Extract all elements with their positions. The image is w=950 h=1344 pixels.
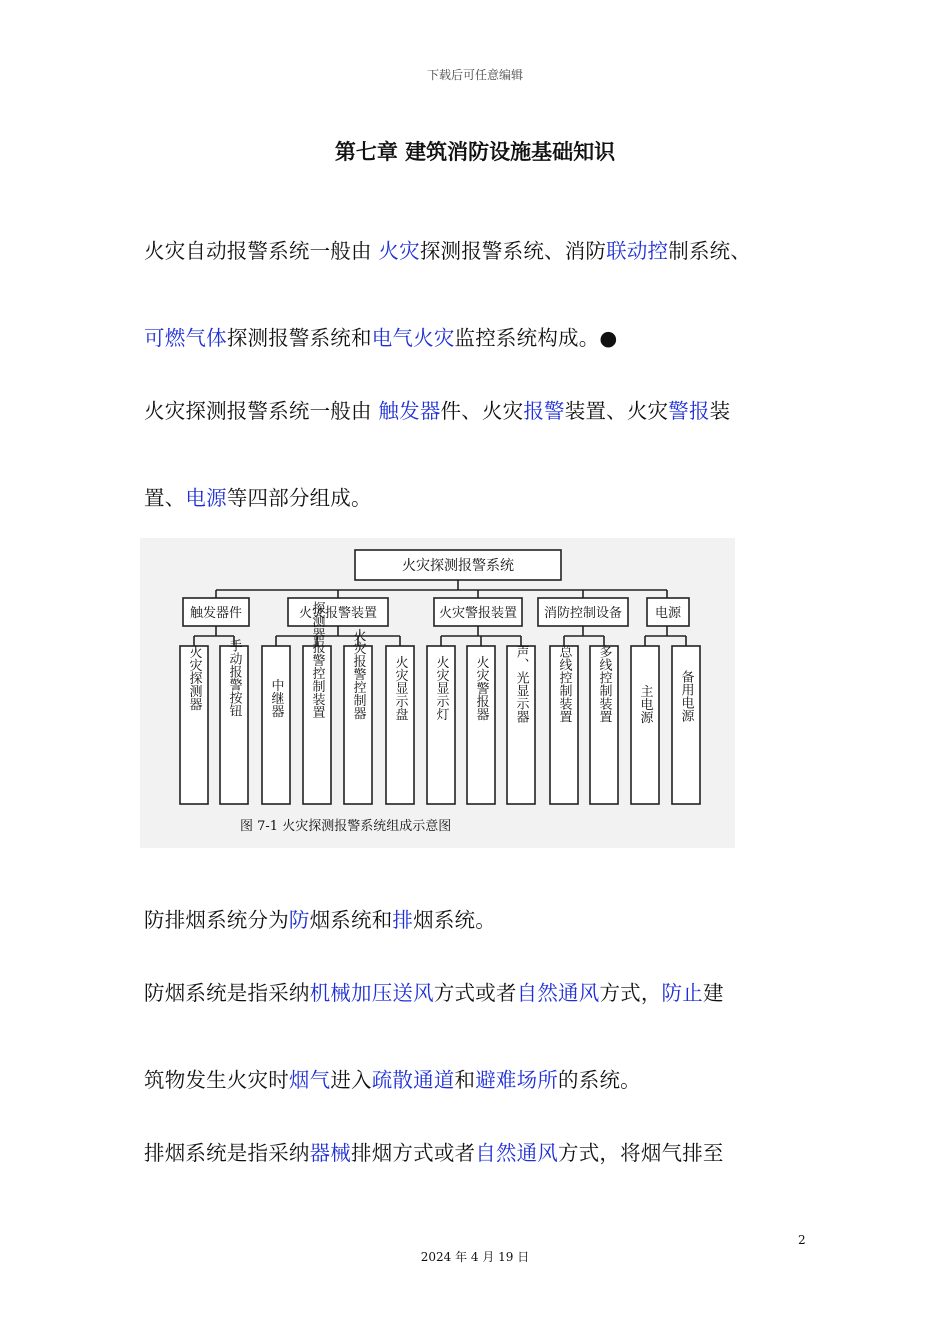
- text-run: 监控系统构成。●: [454, 326, 618, 350]
- highlight-run: 触发器: [378, 399, 441, 423]
- paragraph-2-line-2: [144, 481, 372, 511]
- text-run: 火灾自动报警系统一般由: [144, 239, 379, 263]
- page-header: 下载后可任意编辑: [426, 68, 523, 82]
- group-label: 火灾报警装置: [298, 606, 378, 621]
- text-run: 的系统。: [558, 1068, 641, 1092]
- paragraph-3: [144, 903, 496, 933]
- highlight-run: 自然通风: [475, 1141, 559, 1165]
- highlight-run: 报警: [523, 399, 565, 423]
- paragraph-2-line-1: [144, 394, 730, 424]
- group-label: 触发器件: [189, 606, 243, 621]
- leaf-label: 主电源: [637, 684, 653, 724]
- figure-caption: 图 7-1 火灾探测报警系统组成示意图: [240, 819, 452, 834]
- root-label: 火灾探测报警系统: [402, 558, 514, 574]
- leaf-label: 声、光显示器: [513, 645, 529, 723]
- highlight-run: 避难场所: [475, 1068, 559, 1092]
- page-footer-date: 2024 年 4 月 19 日: [420, 1250, 530, 1264]
- leaf-label: 中继器: [268, 678, 284, 718]
- highlight-run: 防止: [661, 981, 703, 1005]
- leaf-label: 手动报警按钮: [226, 639, 242, 717]
- leaf-label: 火灾警报器: [473, 655, 489, 721]
- highlight-run: 自然通风: [516, 981, 600, 1005]
- chapter-title: 第七章 建筑消防设施基础知识: [334, 140, 616, 164]
- text-run: 防排烟系统分为: [144, 908, 289, 932]
- leaf-label: 火灾显示灯: [433, 655, 449, 721]
- text-run: 方式或者: [433, 981, 517, 1005]
- highlight-run: 电气火灾: [371, 326, 455, 350]
- highlight-run: 警报: [668, 399, 710, 423]
- page-number: 2: [798, 1233, 806, 1247]
- system-diagram-figure: [140, 538, 735, 848]
- text-run: 探测报警系统、消防: [419, 239, 607, 263]
- paragraph-4-line-1: [144, 976, 724, 1006]
- text-run: 件、火灾: [440, 399, 524, 423]
- text-run: 烟系统和: [309, 908, 393, 932]
- text-run: 方式，将烟气排至: [558, 1141, 724, 1165]
- highlight-run: 联动控: [606, 239, 669, 263]
- paragraph-5: [144, 1136, 724, 1166]
- highlight-run: 排: [392, 908, 414, 932]
- highlight-run: 电源: [185, 486, 227, 510]
- leaf-box: [631, 646, 659, 804]
- text-run: 和: [454, 1068, 476, 1092]
- text-run: 探测报警系统和: [226, 326, 372, 350]
- paragraph-1-line-1: [144, 234, 751, 264]
- group-label: 消防控制设备: [543, 606, 623, 621]
- group-label: 电源: [654, 606, 682, 621]
- leaf-label: 火灾报警控制器: [350, 628, 366, 720]
- text-run: 方式，: [599, 981, 662, 1005]
- text-run: 装置、火灾: [564, 399, 669, 423]
- text-run: 防烟系统是指采纳: [144, 981, 310, 1005]
- text-run: 筑物发生火灾时: [144, 1068, 289, 1092]
- highlight-run: 防: [288, 908, 310, 932]
- text-run: 等四部分组成。: [226, 486, 372, 510]
- leaf-label: 多线控制装置: [596, 645, 612, 723]
- highlight-run: 可燃气体: [144, 326, 227, 350]
- text-run: 置、: [144, 486, 186, 510]
- highlight-run: 器械: [309, 1141, 352, 1165]
- text-run: 进入: [330, 1068, 372, 1092]
- leaf-box: [262, 646, 290, 804]
- text-run: 排烟系统是指采纳: [144, 1141, 310, 1165]
- text-run: 建: [702, 981, 724, 1005]
- paragraph-4-line-2: [144, 1063, 641, 1093]
- text-run: 装: [709, 399, 731, 423]
- text-run: 烟系统。: [413, 908, 496, 932]
- leaf-label: 总线控制装置: [556, 645, 572, 723]
- highlight-run: 烟气: [288, 1068, 331, 1092]
- highlight-run: 机械加压送风: [309, 981, 434, 1005]
- system-diagram: [140, 538, 735, 848]
- text-run: 排烟方式或者: [351, 1141, 476, 1165]
- text-run: 火灾探测报警系统一般由: [144, 399, 379, 423]
- text-run: 制系统、: [668, 239, 752, 263]
- leaf-label: 火灾探测器: [186, 645, 202, 711]
- group-label: 火灾警报装置: [438, 606, 518, 621]
- leaf-label: 探测器报警控制装置: [309, 601, 325, 719]
- leaf-label: 备用电源: [678, 670, 694, 722]
- highlight-run: 疏散通道: [371, 1068, 455, 1092]
- highlight-run: 火灾: [378, 239, 420, 263]
- leaf-label: 火灾显示盘: [392, 655, 408, 721]
- paragraph-1-line-2: [144, 321, 618, 351]
